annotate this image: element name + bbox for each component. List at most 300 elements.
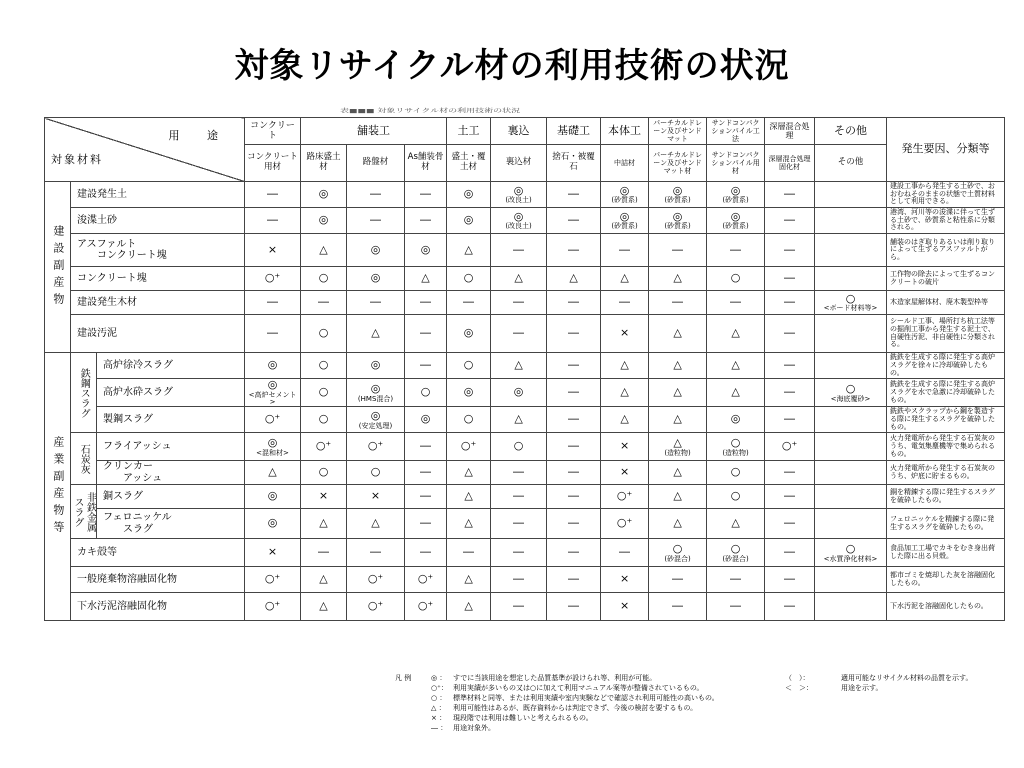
rating-cell	[815, 539, 887, 567]
rating-quality-note: (造粒物)	[664, 448, 691, 457]
rating-cell	[491, 509, 547, 539]
material-name-line: 製鋼スラグ	[103, 413, 153, 425]
rating-symbol: △	[673, 489, 682, 503]
rating-cell	[347, 485, 405, 509]
legend-text: 標準材料と同等、または利用実績や室内実験などで確認され利用可能性の高いもの。	[453, 694, 719, 702]
rating-cell	[815, 234, 887, 267]
rating-cell	[547, 433, 601, 461]
header-cat-backfill: 裏込	[491, 118, 547, 145]
rating-cell	[815, 379, 887, 407]
rating-cell	[765, 407, 815, 433]
rating-symbol: ○⁺	[264, 412, 281, 426]
rating-symbol: ○⁺	[367, 439, 384, 453]
rating-cell	[601, 291, 649, 315]
rating-symbol: △	[464, 489, 473, 503]
rating-cell	[707, 315, 765, 353]
rating-symbol: ―	[568, 187, 580, 201]
legend-note-symbol: ＜ ＞：	[785, 684, 813, 692]
header-sub-10: 深層混合処理固化材	[765, 145, 815, 182]
header-cat-main-body: 本体工	[601, 118, 649, 145]
header-material-label: 対象材料	[51, 153, 103, 167]
cause-note: 銑鉄やスクラップから鋼を製造する際に発生するスラグを破砕したもの。	[887, 407, 1005, 433]
rating-symbol: ―	[568, 295, 580, 309]
rating-symbol: ◎	[318, 213, 329, 227]
rating-symbol: ―	[784, 187, 796, 201]
rating-symbol: ◎	[463, 326, 474, 340]
table-row	[45, 433, 1005, 461]
rating-symbol: ○	[730, 271, 741, 285]
rating-symbol: ―	[370, 187, 382, 201]
subgroup-tekko-slag: 鉄鋼スラグ	[71, 353, 97, 433]
rating-symbol: ―	[370, 213, 382, 227]
rating-symbol: ○⁺	[616, 489, 633, 503]
rating-symbol: ―	[784, 545, 796, 559]
rating-symbol: ―	[672, 572, 684, 586]
rating-cell	[245, 208, 301, 234]
header-sub-1: 路床盛土材	[301, 145, 347, 182]
rating-cell	[301, 267, 347, 291]
legend-text: 現段階では利用は難しいと考えられるもの。	[453, 714, 593, 722]
legend-symbol: ◎ ：	[431, 674, 447, 682]
rating-quality-note: (砂質系)	[722, 196, 749, 205]
rating-cell	[347, 407, 405, 433]
rating-cell	[649, 433, 707, 461]
rating-symbol: ―	[420, 358, 432, 372]
rating-cell	[405, 567, 447, 593]
rating-symbol: ○⁺	[264, 599, 281, 613]
rating-symbol: ×	[267, 242, 278, 256]
material-name-line: 建設汚泥	[77, 327, 117, 339]
header-cat-deep-mixing: 深層混合処理	[765, 118, 815, 145]
material-name	[71, 234, 245, 267]
rating-symbol: ―	[619, 242, 631, 256]
rating-cell	[301, 509, 347, 539]
rating-cell	[649, 182, 707, 208]
rating-symbol: ◎	[463, 385, 474, 399]
rating-cell	[405, 315, 447, 353]
rating-symbol: ◎	[420, 242, 431, 256]
legend-items	[431, 673, 791, 733]
rating-symbol: ×	[619, 599, 630, 613]
rating-cell	[491, 485, 547, 509]
rating-cell	[301, 234, 347, 267]
rating-cell	[301, 567, 347, 593]
legend-text: 用途対象外。	[453, 724, 495, 732]
rating-cell	[765, 539, 815, 567]
legend-note-symbol: （ ）：	[785, 674, 810, 682]
cause-note: 木造家屋解体材、廃木製型枠等	[887, 291, 1005, 315]
rating-cell	[301, 291, 347, 315]
rating-symbol: △	[371, 326, 380, 340]
rating-symbol: ―	[513, 326, 525, 340]
rating-symbol: △	[319, 572, 328, 586]
cause-note: 下水汚泥を溶融固化したもの。	[887, 593, 1005, 621]
header-cat-other: その他	[815, 118, 887, 145]
rating-cell	[601, 509, 649, 539]
rating-cell	[649, 208, 707, 234]
rating-symbol: △	[319, 599, 328, 613]
rating-symbol: ×	[370, 489, 381, 503]
rating-cell	[649, 234, 707, 267]
rating-symbol: ―	[513, 489, 525, 503]
rating-symbol: ―	[672, 295, 684, 309]
rating-symbol: △	[464, 599, 473, 613]
rating-symbol: ○	[463, 412, 474, 426]
rating-symbol: △	[464, 516, 473, 530]
rating-symbol: ◎	[513, 209, 524, 223]
rating-cell	[547, 234, 601, 267]
material-name	[71, 539, 245, 567]
rating-symbol: ―	[463, 295, 475, 309]
rating-cell	[815, 433, 887, 461]
header-corner-cell	[45, 118, 245, 182]
rating-symbol: ―	[513, 516, 525, 530]
rating-symbol: ―	[370, 295, 382, 309]
rating-cell	[765, 234, 815, 267]
rating-quality-note: <海底覆砂>	[830, 394, 871, 403]
rating-symbol: △	[673, 385, 682, 399]
rating-cell	[491, 407, 547, 433]
rating-symbol: △	[514, 412, 523, 426]
rating-cell	[347, 567, 405, 593]
rating-symbol: ○⁺	[781, 439, 798, 453]
rating-symbol: △	[514, 358, 523, 372]
rating-cell	[601, 461, 649, 485]
rating-cell	[245, 353, 301, 379]
rating-cell	[765, 433, 815, 461]
material-name-line: 建設発生土	[77, 188, 127, 200]
material-name	[97, 407, 245, 433]
rating-cell	[491, 234, 547, 267]
rating-cell	[347, 433, 405, 461]
rating-symbol: △	[319, 516, 328, 530]
rating-symbol: ―	[318, 295, 330, 309]
group-kensetsu: 建設副産物	[45, 182, 71, 353]
rating-cell	[347, 539, 405, 567]
rating-quality-note: <高炉セメント>	[248, 391, 297, 406]
rating-cell	[245, 593, 301, 621]
material-name-line: 銅スラグ	[103, 491, 143, 502]
rating-symbol: ◎	[370, 358, 381, 372]
rating-symbol: ―	[267, 187, 279, 201]
rating-cell	[547, 182, 601, 208]
rating-cell	[347, 461, 405, 485]
rating-symbol: ○	[318, 271, 329, 285]
rating-symbol: ◎	[267, 516, 278, 530]
rating-cell	[601, 485, 649, 509]
rating-symbol: ―	[420, 187, 432, 201]
cause-note: 銑鉄を生成する際に発生する高炉スラグを水で急激に冷却破砕したもの。	[887, 379, 1005, 407]
header-cat-foundation: 基礎工	[547, 118, 601, 145]
table-row	[45, 593, 1005, 621]
table-row	[45, 182, 1005, 208]
rating-symbol: ―	[267, 326, 279, 340]
rating-symbol: △	[673, 516, 682, 530]
material-name-line: 下水汚泥溶融固化物	[77, 601, 167, 612]
rating-quality-note: (改良土)	[505, 196, 532, 205]
cause-note: フェロニッケルを精錬する際に発生するスラグを破砕したもの。	[887, 509, 1005, 539]
rating-symbol: △	[464, 242, 473, 256]
header-cat-pavement: 舗装工	[301, 118, 447, 145]
rating-cell	[245, 485, 301, 509]
material-name	[97, 461, 245, 485]
rating-cell	[765, 379, 815, 407]
rating-symbol: ◎	[370, 408, 381, 422]
rating-cell	[447, 407, 491, 433]
rating-symbol: △	[731, 326, 740, 340]
rating-cell	[447, 208, 491, 234]
rating-cell	[707, 379, 765, 407]
rating-cell	[301, 182, 347, 208]
rating-quality-note: (砂質系)	[611, 222, 638, 231]
table-row	[45, 353, 1005, 379]
rating-cell	[405, 539, 447, 567]
cause-note: 港湾、河川等の浚渫に伴って生ずる土砂で、砂質系と粘性系に分類される。	[887, 208, 1005, 234]
rating-cell	[447, 485, 491, 509]
rating-cell	[447, 461, 491, 485]
rating-symbol: △	[268, 465, 277, 479]
rating-symbol: ○⁺	[264, 271, 281, 285]
rating-cell	[491, 208, 547, 234]
rating-cell	[547, 315, 601, 353]
rating-symbol: △	[620, 412, 629, 426]
rating-symbol: ×	[619, 465, 630, 479]
rating-cell	[815, 267, 887, 291]
header-yoto-label: 用 途	[168, 129, 231, 142]
rating-cell	[491, 267, 547, 291]
table-row	[45, 539, 1005, 567]
header-sub-9: サンドコンパクションパイル用材	[707, 145, 765, 182]
header-cat-sand-compaction: サンドコンパクションパイル工法	[707, 118, 765, 145]
rating-cell	[649, 461, 707, 485]
rating-cell	[301, 315, 347, 353]
rating-cell	[815, 593, 887, 621]
rating-symbol: ―	[730, 242, 742, 256]
rating-symbol: ◎	[420, 412, 431, 426]
rating-cell	[347, 509, 405, 539]
rating-cell	[447, 315, 491, 353]
rating-symbol: ―	[784, 385, 796, 399]
rating-cell	[405, 291, 447, 315]
rating-symbol: ―	[784, 599, 796, 613]
rating-cell	[707, 353, 765, 379]
cause-note: 銅を精錬する際に発生するスラグを破砕したもの。	[887, 485, 1005, 509]
rating-symbol: △	[673, 412, 682, 426]
rating-cell	[601, 315, 649, 353]
rating-cell	[649, 379, 707, 407]
legend-item	[431, 723, 791, 733]
rating-cell	[301, 485, 347, 509]
table-row	[45, 407, 1005, 433]
legend-symbol: × ：	[431, 714, 447, 722]
rating-cell	[405, 208, 447, 234]
rating-symbol: ○	[318, 358, 329, 372]
header-sub-8: パーチカルドレーン及びサンドマット材	[649, 145, 707, 182]
rating-cell	[601, 379, 649, 407]
rating-cell	[601, 234, 649, 267]
rating-cell	[405, 353, 447, 379]
rating-cell	[547, 291, 601, 315]
rating-cell	[547, 208, 601, 234]
group-sangyo: 産業副産物等	[45, 353, 71, 621]
rating-symbol: ―	[619, 545, 631, 559]
rating-cell	[815, 353, 887, 379]
legend-item	[431, 673, 791, 683]
rating-symbol: △	[569, 271, 578, 285]
rating-cell	[347, 208, 405, 234]
rating-symbol: ―	[370, 545, 382, 559]
rating-cell	[765, 291, 815, 315]
subgroup-hitetsu-label: 非鉄金属	[84, 491, 96, 532]
rating-cell	[491, 315, 547, 353]
rating-cell	[547, 485, 601, 509]
rating-symbol: ―	[420, 465, 432, 479]
table-row	[45, 291, 1005, 315]
rating-cell	[491, 353, 547, 379]
rating-symbol: △	[421, 271, 430, 285]
subgroup-slag-label: スラグ	[72, 496, 83, 527]
header-sub-0: コンクリート用材	[245, 145, 301, 182]
rating-symbol: ○	[318, 385, 329, 399]
rating-cell	[707, 208, 765, 234]
rating-cell	[491, 291, 547, 315]
rating-symbol: ◎	[672, 183, 683, 197]
material-name	[71, 315, 245, 353]
rating-cell	[765, 509, 815, 539]
rating-symbol: ◎	[370, 242, 381, 256]
rating-cell	[707, 407, 765, 433]
rating-symbol: ―	[568, 599, 580, 613]
rating-quality-note: (造粒物)	[722, 448, 749, 457]
rating-cell	[301, 461, 347, 485]
rating-cell	[447, 433, 491, 461]
rating-symbol: ―	[619, 295, 631, 309]
rating-symbol: ―	[784, 516, 796, 530]
rating-symbol: ○	[730, 541, 741, 555]
rating-symbol: ―	[568, 242, 580, 256]
rating-cell	[601, 593, 649, 621]
rating-symbol: ◎	[619, 209, 630, 223]
cause-note: 都市ゴミを焼却した灰を溶融固化したもの。	[887, 567, 1005, 593]
material-name	[71, 291, 245, 315]
table-row	[45, 234, 1005, 267]
header-sub-2: 路盤材	[347, 145, 405, 182]
rating-symbol: ◎	[267, 435, 278, 449]
rating-cell	[601, 267, 649, 291]
rating-cell	[301, 539, 347, 567]
rating-cell	[447, 291, 491, 315]
legend-item	[431, 713, 791, 723]
rating-symbol: △	[673, 326, 682, 340]
rating-cell	[707, 267, 765, 291]
recycle-material-table	[44, 117, 1005, 621]
rating-cell	[649, 485, 707, 509]
subgroup-hitetsu-slag	[71, 485, 97, 539]
rating-symbol: ◎	[267, 378, 278, 392]
rating-symbol: ―	[420, 545, 432, 559]
rating-cell	[491, 567, 547, 593]
rating-symbol: ―	[513, 242, 525, 256]
rating-symbol: ◎	[513, 385, 524, 399]
rating-cell	[765, 461, 815, 485]
rating-symbol: ―	[420, 439, 432, 453]
material-name-line: 一般廃棄物溶融固化物	[77, 574, 177, 585]
rating-cell	[815, 485, 887, 509]
rating-symbol: ×	[619, 326, 630, 340]
legend-notes	[785, 673, 1015, 693]
rating-symbol: ―	[784, 213, 796, 227]
cause-note: 工作物の除去によって生ずるコンクリートの破片	[887, 267, 1005, 291]
rating-cell	[601, 539, 649, 567]
rating-symbol: ○	[463, 358, 474, 372]
material-name	[97, 485, 245, 509]
rating-cell	[601, 353, 649, 379]
rating-cell	[245, 267, 301, 291]
rating-cell	[815, 567, 887, 593]
legend-text: 利用実績が多いもの又は○に加えて利用マニュアル案等が整備されているもの。	[453, 684, 704, 692]
rating-cell	[707, 461, 765, 485]
rating-symbol: △	[620, 358, 629, 372]
rating-symbol: ―	[784, 271, 796, 285]
rating-cell	[347, 267, 405, 291]
page-title: 対象リサイクル材の利用技術の状況	[234, 46, 790, 86]
rating-symbol: ―	[568, 358, 580, 372]
rating-symbol: △	[319, 242, 328, 256]
material-name-line: 高炉水砕スラグ	[103, 386, 173, 398]
rating-symbol: ―	[463, 545, 475, 559]
rating-cell	[765, 267, 815, 291]
rating-cell	[765, 485, 815, 509]
table-caption: 表■■■ 対象リサイクル材の利用技術の状況	[340, 108, 521, 115]
rating-symbol: △	[673, 358, 682, 372]
rating-cell	[491, 593, 547, 621]
rating-symbol: ―	[730, 599, 742, 613]
rating-cell	[245, 291, 301, 315]
cause-note: 火力発電所から発生する石炭灰のうち、炉底に貯まるもの。	[887, 461, 1005, 485]
rating-cell	[491, 433, 547, 461]
rating-symbol: ―	[730, 572, 742, 586]
rating-cell	[765, 567, 815, 593]
rating-quality-note: (砂混合)	[722, 554, 749, 563]
table-row	[45, 208, 1005, 234]
rating-cell	[707, 234, 765, 267]
material-name	[97, 433, 245, 461]
legend-item	[431, 703, 791, 713]
legend-note-text: 適用可能なリサイクル材料の品質を示す。	[841, 674, 973, 682]
material-name-line: フェロニッケル	[103, 512, 172, 524]
rating-quality-note: (砂質系)	[664, 222, 691, 231]
rating-cell	[547, 267, 601, 291]
rating-symbol: ―	[267, 295, 279, 309]
rating-symbol: △	[731, 358, 740, 372]
header-cat-vertical-drain: パーチカルドレーン及びサンドマット	[649, 118, 707, 145]
legend-note	[785, 673, 1015, 683]
rating-symbol: ―	[784, 295, 796, 309]
rating-symbol: ―	[568, 326, 580, 340]
rating-symbol: ○⁺	[264, 572, 281, 586]
rating-symbol: △	[371, 516, 380, 530]
rating-cell	[347, 315, 405, 353]
cause-note: シールド工事、場所打ち杭工法等の掘削工事から発生する泥土で、自硬性汚泥、非自硬性に分類される。	[887, 315, 1005, 353]
rating-cell	[649, 593, 707, 621]
header-sub-5: 裏込材	[491, 145, 547, 182]
rating-cell	[245, 509, 301, 539]
rating-symbol: ○	[845, 541, 856, 555]
rating-cell	[547, 353, 601, 379]
rating-cell	[649, 315, 707, 353]
rating-cell	[601, 182, 649, 208]
rating-cell	[405, 509, 447, 539]
